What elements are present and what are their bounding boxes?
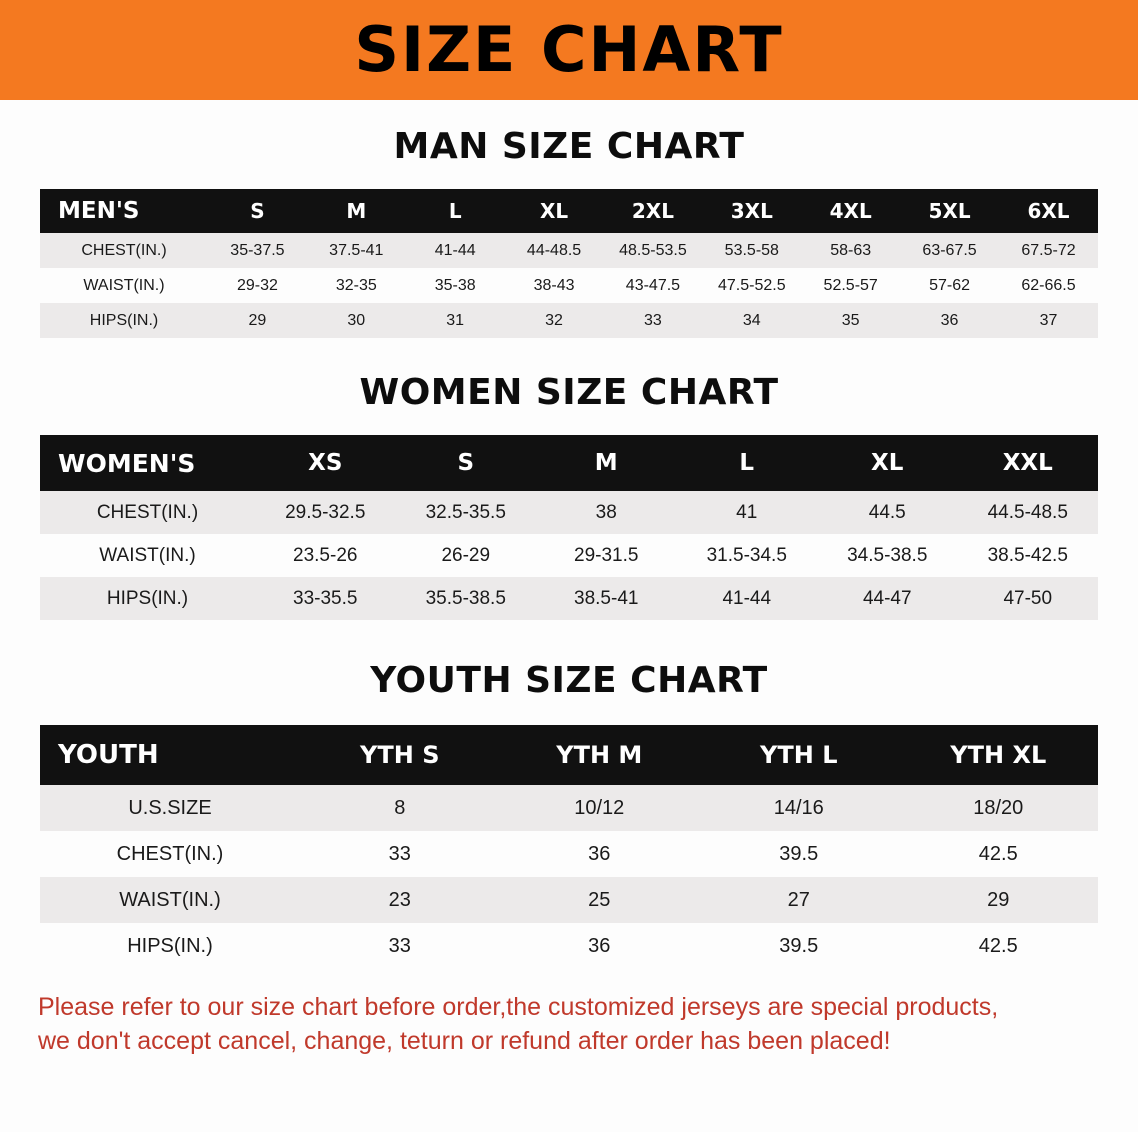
column-header: 3XL (702, 189, 801, 233)
table-cell: 41-44 (677, 577, 818, 620)
column-header: MEN'S (40, 189, 208, 233)
table-cell: 58-63 (801, 233, 900, 268)
table-cell: 37.5-41 (307, 233, 406, 268)
table-cell: 42.5 (899, 923, 1099, 969)
table-cell: 27 (699, 877, 899, 923)
table-cell: 32 (505, 303, 604, 338)
table-cell: 25 (500, 877, 700, 923)
table-row (40, 785, 1098, 831)
table-cell: 38 (536, 491, 677, 534)
table-cell: 32.5-35.5 (396, 491, 537, 534)
table-row (40, 577, 1098, 620)
table-cell: 29 (899, 877, 1099, 923)
column-header: YTH S (300, 725, 500, 785)
table-header-row (40, 725, 1098, 785)
table-cell: 23.5-26 (255, 534, 396, 577)
column-header: L (406, 189, 505, 233)
row-label: WAIST(IN.) (40, 877, 300, 923)
disclaimer-line-2: we don't accept cancel, change, teturn or refund after order has been placed! (38, 1026, 891, 1055)
youth-section-title: YOUTH SIZE CHART (370, 660, 768, 701)
table-cell: 44.5-48.5 (958, 491, 1099, 534)
row-label: CHEST(IN.) (40, 233, 208, 268)
table-row (40, 491, 1098, 534)
women-size-table (40, 435, 1098, 620)
row-label: CHEST(IN.) (40, 831, 300, 877)
table-cell: 53.5-58 (702, 233, 801, 268)
table-cell: 29 (208, 303, 307, 338)
table-cell: 31.5-34.5 (677, 534, 818, 577)
table-cell: 62-66.5 (999, 268, 1098, 303)
table-cell: 38.5-41 (536, 577, 677, 620)
table-cell: 43-47.5 (604, 268, 703, 303)
table-cell: 33-35.5 (255, 577, 396, 620)
column-header: S (208, 189, 307, 233)
table-cell: 33 (300, 923, 500, 969)
row-label: CHEST(IN.) (40, 491, 255, 534)
table-row (40, 233, 1098, 268)
women-table-wrap (40, 435, 1098, 620)
table-cell: 41 (677, 491, 818, 534)
man-table-wrap (40, 189, 1098, 338)
column-header: 2XL (604, 189, 703, 233)
table-cell: 33 (604, 303, 703, 338)
man-size-table (40, 189, 1098, 338)
column-header: 6XL (999, 189, 1098, 233)
table-cell: 63-67.5 (900, 233, 999, 268)
table-cell: 34 (702, 303, 801, 338)
table-cell: 47.5-52.5 (702, 268, 801, 303)
table-cell: 52.5-57 (801, 268, 900, 303)
page-banner (0, 0, 1138, 100)
table-cell: 37 (999, 303, 1098, 338)
column-header: XL (505, 189, 604, 233)
table-cell: 29.5-32.5 (255, 491, 396, 534)
table-cell: 29-32 (208, 268, 307, 303)
youth-table-wrap (40, 725, 1098, 969)
column-header: L (677, 435, 818, 491)
disclaimer-note (38, 991, 1100, 1059)
column-header: YTH L (699, 725, 899, 785)
column-header: YTH XL (899, 725, 1099, 785)
table-cell: 30 (307, 303, 406, 338)
table-row (40, 923, 1098, 969)
page-title: SIZE CHART (354, 13, 784, 86)
table-cell: 36 (500, 831, 700, 877)
table-cell: 42.5 (899, 831, 1099, 877)
table-cell: 44.5 (817, 491, 958, 534)
table-cell: 18/20 (899, 785, 1099, 831)
table-cell: 29-31.5 (536, 534, 677, 577)
table-cell: 36 (900, 303, 999, 338)
man-section-title: MAN SIZE CHART (393, 126, 745, 167)
row-label: HIPS(IN.) (40, 577, 255, 620)
table-cell: 39.5 (699, 923, 899, 969)
table-cell: 57-62 (900, 268, 999, 303)
table-cell: 35-38 (406, 268, 505, 303)
table-cell: 39.5 (699, 831, 899, 877)
table-cell: 33 (300, 831, 500, 877)
table-cell: 36 (500, 923, 700, 969)
table-row (40, 534, 1098, 577)
table-row (40, 831, 1098, 877)
table-cell: 41-44 (406, 233, 505, 268)
table-cell: 31 (406, 303, 505, 338)
column-header: XXL (958, 435, 1099, 491)
table-cell: 67.5-72 (999, 233, 1098, 268)
table-cell: 44-48.5 (505, 233, 604, 268)
column-header: M (307, 189, 406, 233)
column-header: WOMEN'S (40, 435, 255, 491)
column-header: XL (817, 435, 958, 491)
table-cell: 32-35 (307, 268, 406, 303)
row-label: WAIST(IN.) (40, 268, 208, 303)
column-header: XS (255, 435, 396, 491)
table-cell: 48.5-53.5 (604, 233, 703, 268)
column-header: YOUTH (40, 725, 300, 785)
column-header: M (536, 435, 677, 491)
table-cell: 35 (801, 303, 900, 338)
table-cell: 26-29 (396, 534, 537, 577)
table-row (40, 268, 1098, 303)
table-header-row (40, 435, 1098, 491)
row-label: U.S.SIZE (40, 785, 300, 831)
row-label: HIPS(IN.) (40, 923, 300, 969)
women-section-title: WOMEN SIZE CHART (359, 372, 779, 413)
table-row (40, 303, 1098, 338)
table-cell: 47-50 (958, 577, 1099, 620)
row-label: HIPS(IN.) (40, 303, 208, 338)
column-header: 4XL (801, 189, 900, 233)
table-cell: 34.5-38.5 (817, 534, 958, 577)
table-cell: 23 (300, 877, 500, 923)
table-header-row (40, 189, 1098, 233)
table-cell: 35-37.5 (208, 233, 307, 268)
table-row (40, 877, 1098, 923)
table-cell: 8 (300, 785, 500, 831)
row-label: WAIST(IN.) (40, 534, 255, 577)
column-header: 5XL (900, 189, 999, 233)
table-cell: 14/16 (699, 785, 899, 831)
table-cell: 38.5-42.5 (958, 534, 1099, 577)
table-cell: 38-43 (505, 268, 604, 303)
column-header: S (396, 435, 537, 491)
table-cell: 10/12 (500, 785, 700, 831)
column-header: YTH M (500, 725, 700, 785)
disclaimer-line-1: Please refer to our size chart before order,the customized jerseys are special products, (38, 993, 999, 1021)
youth-size-table (40, 725, 1098, 969)
table-cell: 35.5-38.5 (396, 577, 537, 620)
table-cell: 44-47 (817, 577, 958, 620)
